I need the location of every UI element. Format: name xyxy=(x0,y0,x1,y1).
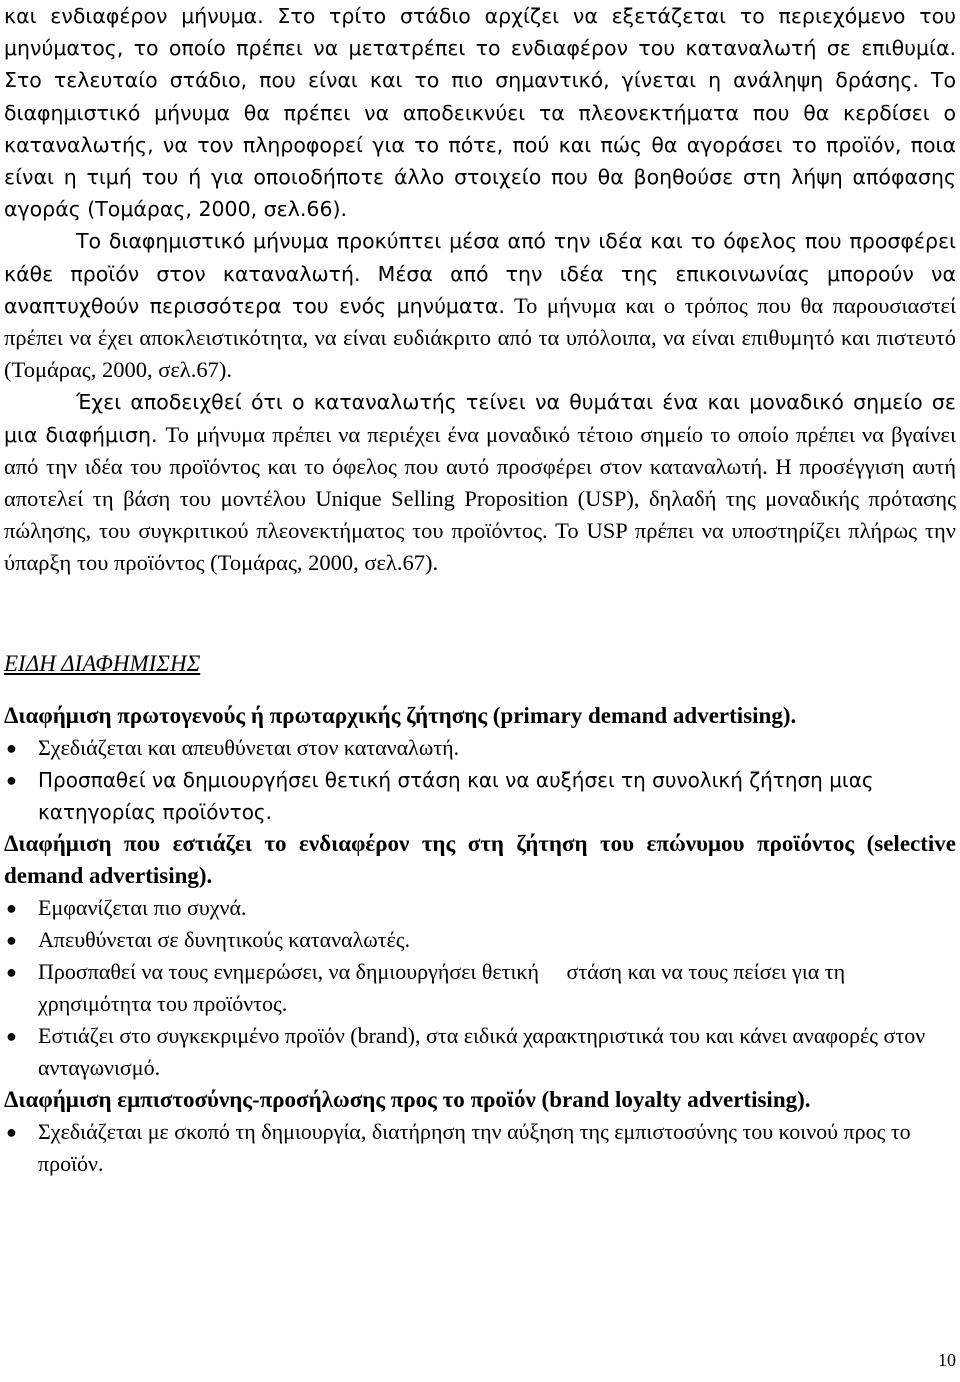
list-item xyxy=(4,1020,956,1084)
paragraph-message-idea xyxy=(4,225,956,386)
bullet-icon: ● xyxy=(6,1025,17,1046)
document-page xyxy=(4,0,956,1180)
list-item-text: Προσπαθεί να δημιουργήσει θετική στάση και να αυξήσει τη συνολική ζήτηση μιας κατηγορίας προϊόντος. xyxy=(38,767,874,824)
list-item xyxy=(4,1116,956,1180)
list-item-text: Προσπαθεί να τους ενημερώσει, να δημιουργήσει θετική στάση και να τους πείσει για τη χρησιμότητα του προϊόντος. xyxy=(38,958,851,1016)
bullet-icon: ● xyxy=(6,961,17,982)
bullet-icon: ● xyxy=(6,929,17,950)
list-item-text: Εμφανίζεται πιο συχνά. xyxy=(38,894,247,920)
bullet-icon: ● xyxy=(6,897,17,918)
list-item-text: Εστιάζει στο συγκεκριμένο προϊόν (brand), στα ειδικά χαρακτηριστικά του και κάνει αναφορές στον ανταγωνισμό. xyxy=(38,1022,926,1080)
bullet-icon: ● xyxy=(6,737,17,758)
list-item xyxy=(4,732,956,764)
list-item-text: Σχεδιάζεται και απευθύνεται στον καταναλωτή. xyxy=(38,734,460,760)
list-item xyxy=(4,924,956,956)
paragraph-message-stages: και ενδιαφέρον μήνυμα. Στο τρίτο στάδιο αρχίζει να εξετάζεται το περιεχόμενο του μηνύματος, το οποίο πρέπει να μετατρέπει το ενδιαφέρον του καταναλωτή σε επιθυμία. Στο τελευταίο στάδιο, που είναι και το πιο σημαντικό, γίνεται η ανάληψη δράσης. Το διαφημιστικό μήνυμα θα πρέπει να αποδεικνύει τα πλεονεκτήματα που θα κερδίσει ο καταναλωτής, να τον πληροφορεί για το πότε, πού και πώς θα αγοράσει το προϊόν, ποια είναι η τιμή του ή για οποιοδήποτε άλλο στοιχείο που θα βοηθούσε στη λήψη απόφασης αγοράς (Τομάρας, 2000, σελ.66). xyxy=(4,4,956,222)
ad-type-bullets-primary-demand xyxy=(4,732,956,828)
ad-type-title-primary-demand: Διαφήμιση πρωτογενούς ή πρωταρχικής ζήτησης (primary demand advertising). xyxy=(4,702,797,728)
paragraph-usp xyxy=(4,386,956,579)
ad-type-bullets-selective-demand xyxy=(4,892,956,1084)
list-item xyxy=(4,892,956,924)
paragraph-usp-part1: Έχει αποδειχθεί ότι ο καταναλωτής τείνει να θυμάται ένα και μοναδικό σημείο σε μια διαφήμιση. xyxy=(4,390,956,447)
page-number: 10 xyxy=(938,1350,956,1370)
bullet-icon: ● xyxy=(6,769,17,790)
list-item-text: Σχεδιάζεται με σκοπό τη δημιουργία, διατήρηση την αύξηση της εμπιστοσύνης του κοινού προς το προϊόν. xyxy=(38,1118,911,1176)
list-item xyxy=(4,764,956,828)
paragraph-usp-part2: Το μήνυμα πρέπει να περιέχει ένα μοναδικό τέτοιο σημείο το οποίο πρέπει να βγαίνει από την ιδέα του προϊόντος και το όφελος που αυτό προσφέρει στον καταναλωτή. Η προσέγγιση αυτή αποτελεί τη βάση του μοντέλου Unique Selling Proposition (USP), δηλαδή της μοναδικής πρότασης πώλησης, του συγκριτικού πλεονεκτήματος του προϊόντος. Το USP πρέπει να υποστηρίζει πλήρως την ύπαρξη του προϊόντος (Τομάρας, 2000, σελ.67). xyxy=(4,421,956,576)
bullet-icon: ● xyxy=(6,1121,17,1142)
ad-type-title-selective-demand: Διαφήμιση που εστιάζει το ενδιαφέρον της στη ζήτηση του επώνυμου προϊόντος (selective demand advertising). xyxy=(4,830,956,888)
ad-type-bullets-brand-loyalty xyxy=(4,1116,956,1180)
paragraph-message-idea-part2: Το μήνυμα και ο τρόπος που θα παρουσιαστεί πρέπει να έχει αποκλειστικότητα, να είναι ευδιάκριτο από τα υπόλοιπα, να είναι επιθυμητό και πιστευτό (Τομάρας, 2000, σελ.67). xyxy=(4,292,956,383)
list-item-text: Απευθύνεται σε δυνητικούς καταναλωτές. xyxy=(38,926,411,952)
list-item xyxy=(4,956,956,1020)
section-heading: ΕΙΔΗ ΔΙΑΦΗΜΙΣΗΣ xyxy=(4,650,201,676)
ad-type-title-brand-loyalty: Διαφήμιση εμπιστοσύνης-προσήλωσης προς το προϊόν (brand loyalty advertising). xyxy=(4,1086,811,1112)
paragraph-message-idea-part1: Το διαφημιστικό μήνυμα προκύπτει μέσα από την ιδέα και το όφελος που προσφέρει κάθε προϊόν στον καταναλωτή. Μέσα από την ιδέα της επικοινωνίας μπορούν να αναπτυχθούν περισσότερα του ενός μηνύματα. xyxy=(4,229,956,318)
